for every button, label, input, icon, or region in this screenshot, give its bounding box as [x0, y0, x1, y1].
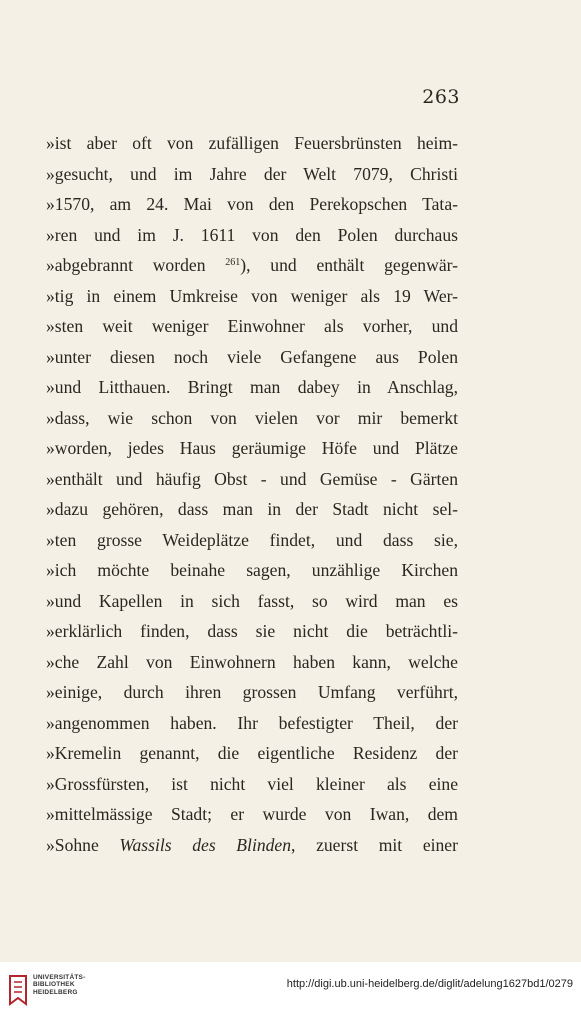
text-line — [46, 281, 458, 312]
text-line — [46, 647, 458, 678]
library-name-line: UNIVERSITÄTS- — [33, 974, 86, 981]
text-line — [46, 830, 458, 861]
library-logo-icon — [8, 974, 28, 1006]
text-segment: ), und enthält gegenwär- — [240, 255, 458, 275]
page-number: 263 — [422, 86, 460, 108]
text-line — [46, 708, 458, 739]
text-line — [46, 586, 458, 617]
text-segment: »Sohne — [46, 834, 120, 855]
text-segment: »1570, am 24. Mai von den Perekopschen Tata- — [46, 194, 458, 214]
text-segment: »sten weit weniger Einwohner als vorher, und — [46, 316, 458, 336]
text-segment: »und Litthauen. Bringt man dabey in Anschlag, — [46, 377, 458, 397]
text-line — [46, 677, 458, 708]
text-line — [46, 250, 458, 281]
text-segment: »ich möchte beinahe sagen, unzählige Kirchen — [46, 560, 458, 580]
library-name-line: HEIDELBERG — [33, 988, 78, 996]
text-segment: , zuerst mit einer — [291, 834, 458, 855]
text-line — [46, 464, 458, 495]
text-line — [46, 616, 458, 647]
text-segment: »tig in einem Umkreise von weniger als 19 Wer- — [46, 285, 458, 306]
text-segment: »einige, durch ihren grossen Umfang verführt, — [46, 682, 458, 702]
text-line — [46, 494, 458, 525]
text-segment: »unter diesen noch viele Gefangene aus Polen — [46, 346, 458, 367]
text-segment: »ren und im J. 1611 von den Polen durchaus — [46, 224, 458, 245]
library-name-line: BIBLIOTHEK — [33, 981, 75, 989]
text-line — [46, 159, 458, 190]
text-segment: »erklärlich finden, dass sie nicht die beträchtli- — [46, 621, 458, 641]
text-line — [46, 769, 458, 800]
body-text — [46, 128, 458, 860]
text-segment: »gesucht, und im Jahre der Welt 7079, Christi — [46, 163, 458, 184]
text-line — [46, 403, 458, 434]
text-segment: »che Zahl von Einwohnern haben kann, welche — [46, 651, 458, 672]
text-line — [46, 738, 458, 769]
library-footer — [0, 962, 581, 1016]
text-segment: »ten grosse Weideplätze findet, und dass sie, — [46, 529, 458, 550]
text-segment: »abgebrannt worden — [46, 255, 226, 275]
text-segment: »worden, jedes Haus geräumige Höfe und Plätze — [46, 438, 458, 458]
source-url[interactable]: http://digi.ub.uni-heidelberg.de/diglit/adelung1627bd1/0279 — [286, 978, 573, 990]
text-line — [46, 433, 458, 464]
text-line — [46, 525, 458, 556]
text-line — [46, 799, 458, 830]
text-line — [46, 311, 458, 342]
text-line — [46, 128, 458, 159]
text-line — [46, 555, 458, 586]
italic-text: Wassils des Blinden — [119, 834, 292, 855]
text-segment: »Grossfürsten, ist nicht viel kleiner als eine — [46, 773, 458, 794]
text-segment: »angenommen haben. Ihr befestigter Theil, der — [46, 712, 458, 733]
text-line — [46, 342, 458, 373]
text-segment: »ist aber oft von zufälligen Feuersbrünsten heim- — [46, 133, 458, 153]
text-segment: »und Kapellen in sich fasst, so wird man es — [46, 590, 458, 611]
text-segment: »Kremelin genannt, die eigentliche Residenz der — [46, 743, 458, 763]
text-segment: »dazu gehören, dass man in der Stadt nicht sel- — [46, 499, 458, 519]
text-segment: »dass, wie schon von vielen vor mir bemerkt — [46, 407, 458, 428]
library-name — [33, 974, 85, 996]
text-line — [46, 372, 458, 403]
text-line — [46, 220, 458, 251]
footnote-marker: 261 — [225, 257, 241, 268]
text-line — [46, 189, 458, 220]
text-segment: »mittelmässige Stadt; er wurde von Iwan, dem — [46, 804, 458, 824]
text-segment: »enthält und häufig Obst - und Gemüse - Gärten — [46, 468, 458, 489]
